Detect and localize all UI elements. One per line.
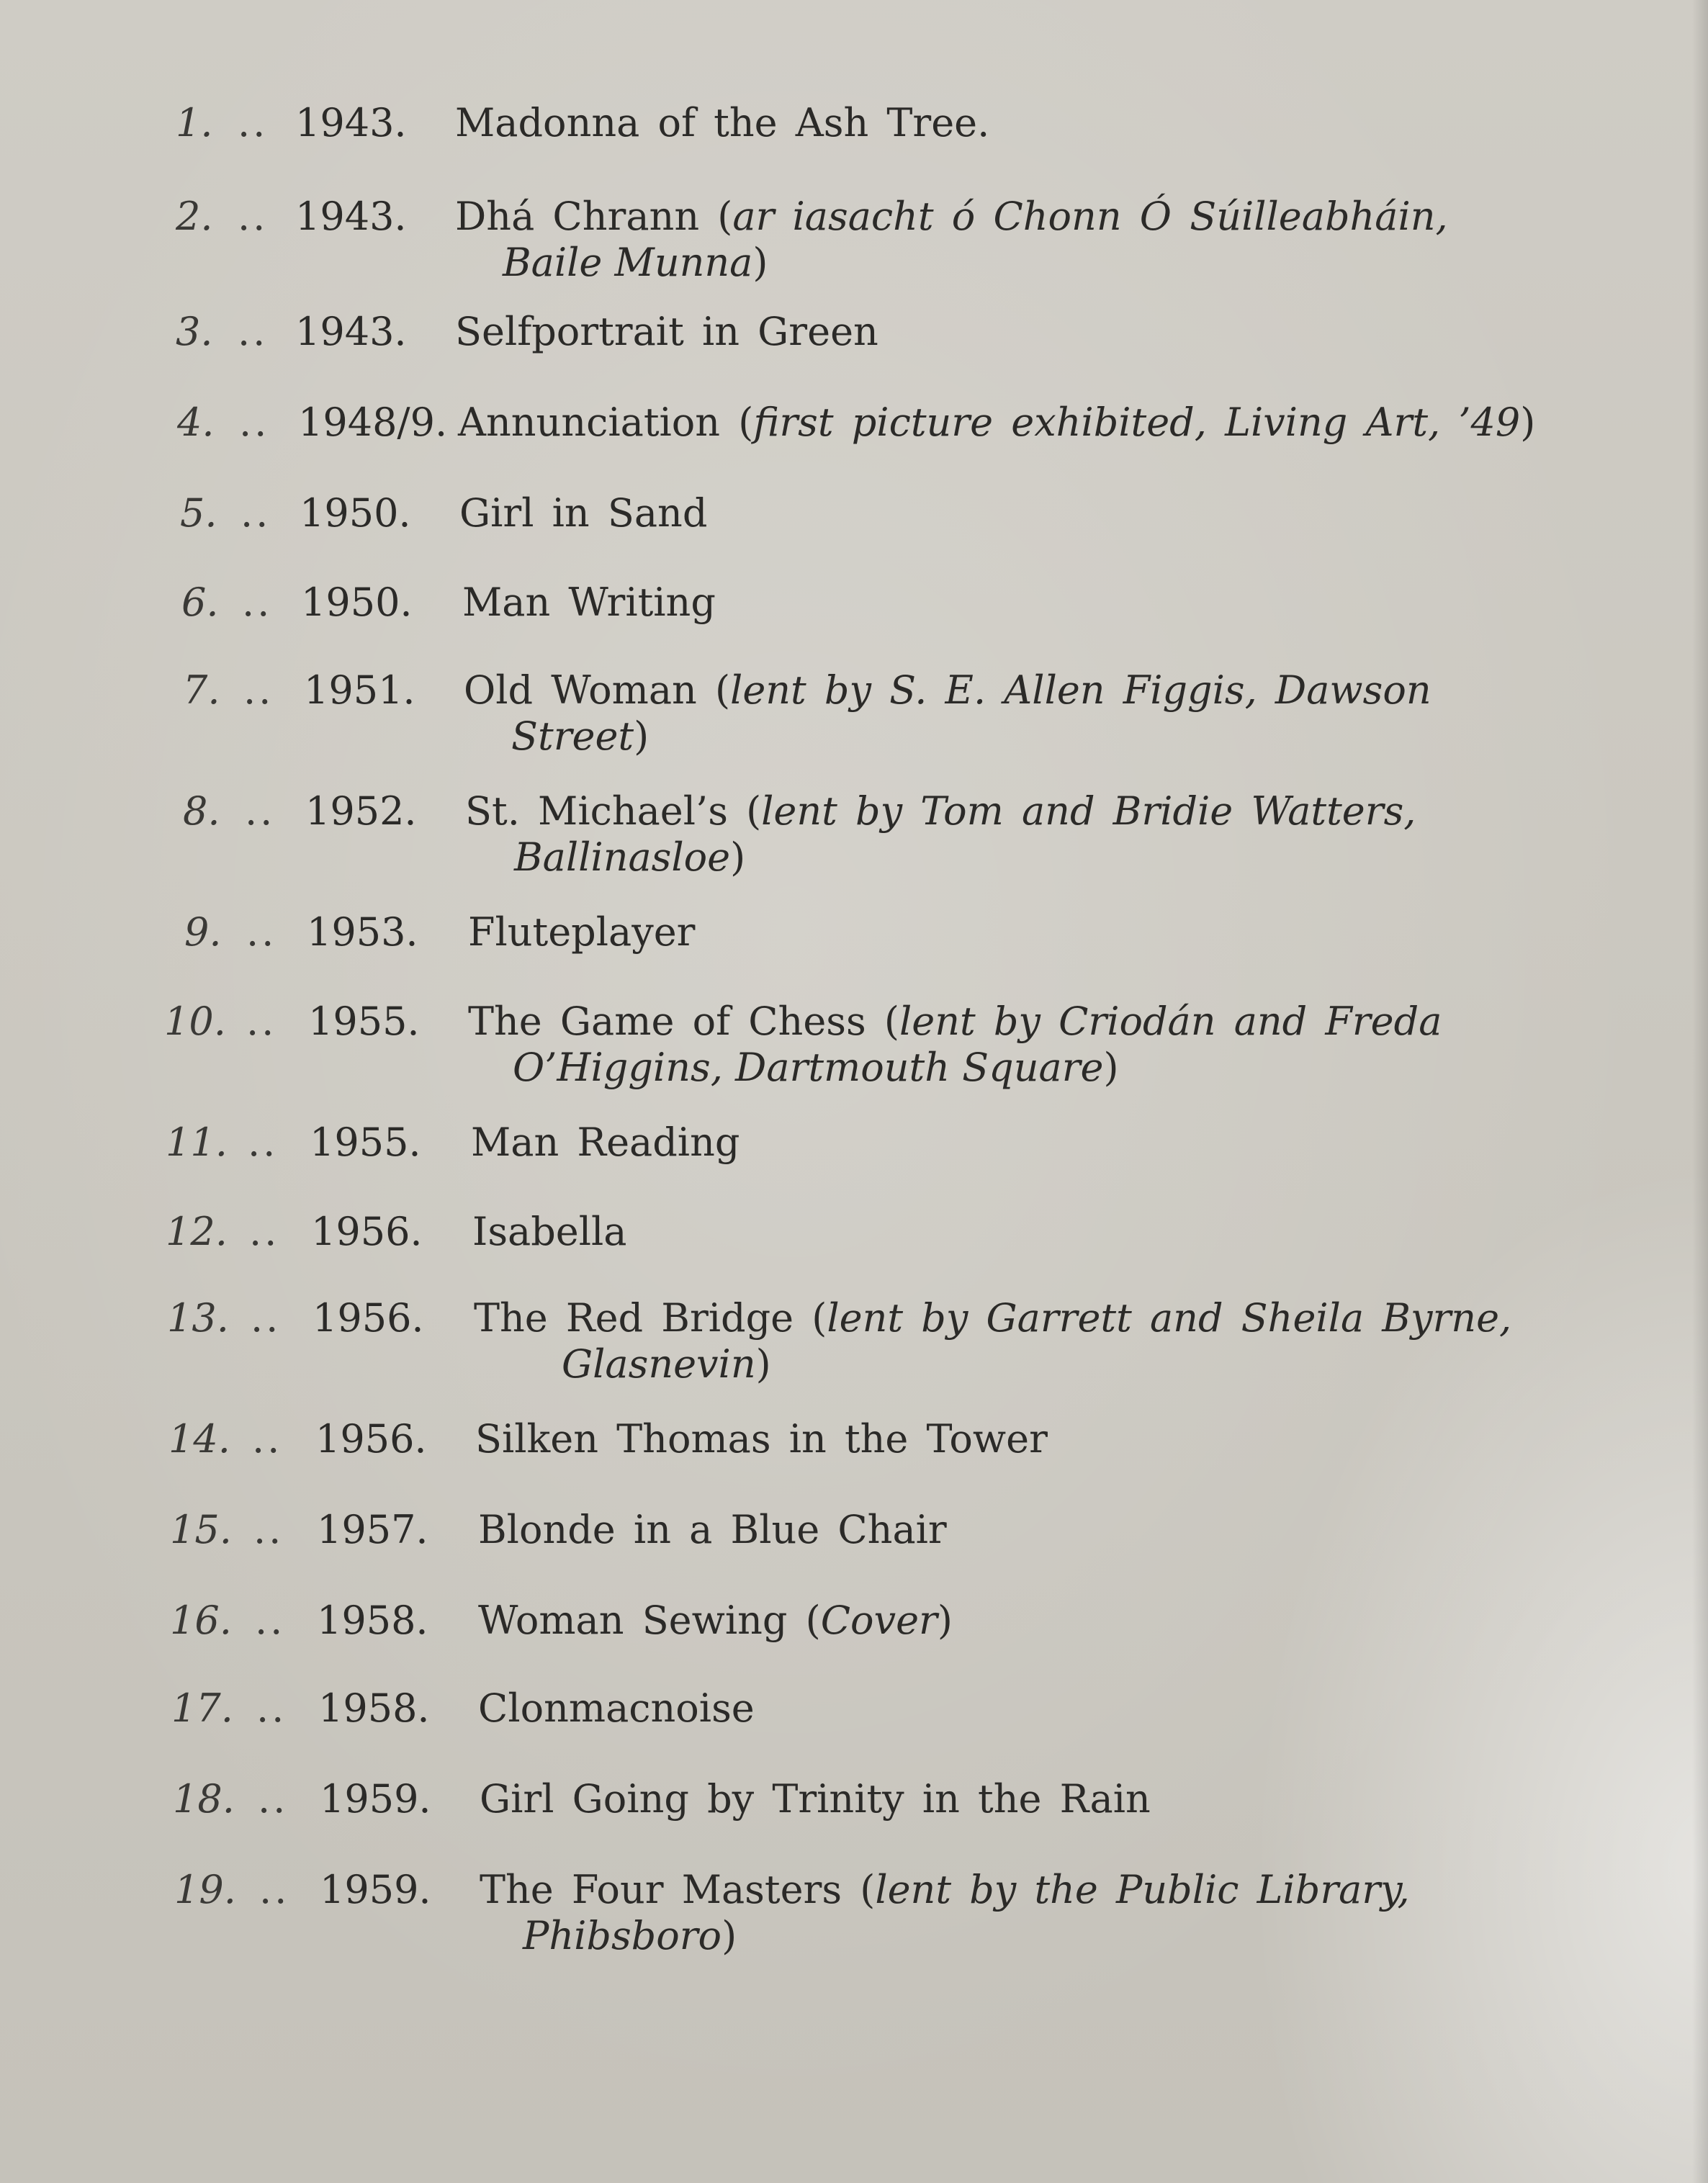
entry-note-open: ( [738, 400, 754, 445]
entry-note-continuation: O’Higgins, Dartmouth Square [513, 1045, 1104, 1090]
entry-note: lent by Garrett and Sheila Byrne, [827, 1295, 1512, 1341]
entry-note-continuation-line [511, 713, 649, 760]
entry-note-close: ) [730, 834, 746, 880]
entry-leader-dots: .. [238, 194, 269, 239]
entry-note-close: ) [755, 1341, 771, 1387]
entry-title: St. Michael’s [465, 788, 747, 834]
entry-year: 1948/9. [298, 400, 448, 445]
entry-number: 18. [173, 1776, 235, 1822]
entry-number: 10. [164, 999, 226, 1044]
entry-number: 2. [176, 194, 213, 239]
entry-title-line [455, 99, 989, 147]
entry-leader-dots: .. [248, 1120, 279, 1165]
entry-leader-dots: .. [238, 100, 269, 145]
entry-leader-dots: .. [246, 999, 277, 1044]
entry-title: Old Woman [464, 667, 715, 713]
entry-note-open: ( [812, 1295, 827, 1341]
entry-note-close: ) [937, 1598, 953, 1643]
entry-note: ar iasacht ó Chonn Ó Súilleabháin, [732, 194, 1448, 239]
entry-note-close: ) [722, 1913, 737, 1958]
entry-number: 5. [180, 490, 217, 536]
entry-title: The Four Masters [480, 1867, 860, 1912]
entry-note-open: ( [717, 194, 733, 239]
entry-title: Selfportrait in Green [455, 309, 878, 354]
entry-title-line [480, 1775, 1151, 1823]
entry-title: Blonde in a Blue Chair [478, 1507, 947, 1552]
entry-title-line [478, 1597, 953, 1644]
entry-note-continuation: Baile Munna [503, 240, 753, 285]
entry-note: lent by Criodán and Freda [899, 999, 1442, 1044]
entry-year: 1958. [317, 1598, 428, 1643]
entry-year: 1959. [320, 1776, 431, 1822]
entry-leader-dots: .. [238, 309, 269, 354]
entry-number: 6. [181, 580, 219, 625]
entry-number: 1. [176, 100, 213, 145]
entry-leader-dots: .. [259, 1867, 290, 1912]
entry-title-line [471, 1119, 740, 1166]
entry-note-continuation-line [523, 1912, 737, 1960]
entry-note-open: ( [860, 1867, 876, 1912]
entry-year: 1943. [295, 100, 407, 145]
entry-leader-dots: .. [258, 1776, 289, 1822]
entry-year: 1951. [304, 667, 415, 713]
entry-note-close: ) [1520, 400, 1536, 445]
entry-note-continuation-line [514, 834, 745, 881]
entry-number: 16. [170, 1598, 232, 1643]
entry-title-line [478, 1506, 947, 1554]
entry-title: Girl in Sand [459, 490, 708, 536]
entry-note-continuation: Phibsboro [523, 1913, 722, 1958]
entry-title: Girl Going by Trinity in the Rain [480, 1776, 1151, 1822]
entry-note-close: ) [1103, 1045, 1119, 1090]
entry-number: 12. [166, 1209, 228, 1254]
entry-title: Isabella [472, 1209, 627, 1254]
entry-year: 1955. [308, 999, 420, 1044]
entry-title: Dhá Chrann [455, 194, 718, 239]
entry-note-continuation-line [562, 1341, 771, 1388]
entry-leader-dots: .. [256, 1685, 287, 1731]
entry-title-line [455, 193, 1448, 240]
entry-note-continuation-line [513, 1044, 1119, 1092]
entry-leader-dots: .. [253, 1507, 284, 1552]
entry-number: 4. [177, 400, 215, 445]
entry-number: 19. [174, 1867, 236, 1912]
entry-title: Man Writing [462, 580, 716, 625]
entry-title: Madonna of the Ash Tree. [455, 100, 990, 145]
entry-note-continuation: Ballinasloe [514, 834, 731, 880]
entry-year: 1943. [295, 309, 407, 354]
entry-number: 17. [171, 1685, 233, 1731]
entry-note: lent by the Public Library, [875, 1867, 1410, 1912]
entry-leader-dots: .. [241, 490, 271, 536]
entry-year: 1955. [310, 1120, 421, 1165]
entry-year: 1943. [295, 194, 407, 239]
entry-note-open: ( [805, 1598, 821, 1643]
entry-note-open: ( [714, 667, 731, 713]
entry-title: The Game of Chess [468, 999, 884, 1044]
entry-leader-dots: .. [255, 1598, 286, 1643]
entry-year: 1953. [307, 909, 418, 955]
entry-year: 1952. [305, 788, 417, 834]
entry-note: lent by Tom and Bridie Watters, [761, 788, 1416, 834]
entry-title: Woman Sewing [478, 1598, 806, 1643]
entry-title-line [475, 1415, 1048, 1463]
entry-title-line [462, 579, 716, 626]
entry-title: Fluteplayer [468, 909, 696, 955]
entry-year: 1959. [320, 1867, 431, 1912]
entry-year: 1956. [313, 1295, 424, 1341]
entry-leader-dots: .. [246, 909, 277, 955]
entry-note-open: ( [884, 999, 899, 1044]
entry-title: Annunciation [458, 400, 739, 445]
entry-title-line [464, 667, 1431, 714]
entry-title: Man Reading [471, 1120, 740, 1165]
entry-note-close: ) [752, 240, 768, 285]
entry-title-line [465, 788, 1416, 835]
entry-title: Silken Thomas in the Tower [475, 1416, 1048, 1462]
entry-note: first picture exhibited, Living Art, ’49 [753, 400, 1521, 445]
entry-leader-dots: .. [243, 667, 274, 713]
entry-number: 9. [184, 909, 222, 955]
entry-title: The Red Bridge [474, 1295, 812, 1341]
entry-title: Clonmacnoise [478, 1685, 755, 1731]
entry-year: 1956. [311, 1209, 423, 1254]
entry-leader-dots: .. [245, 788, 276, 834]
entry-year: 1957. [317, 1507, 428, 1552]
entry-title-line [455, 308, 878, 356]
entry-leader-dots: .. [239, 400, 270, 445]
entry-note: Cover [820, 1598, 938, 1643]
entry-note-close: ) [634, 714, 650, 759]
entry-title-line [468, 909, 695, 956]
entry-number: 14. [168, 1416, 230, 1462]
entry-title-line [474, 1295, 1511, 1342]
entry-title-line [458, 399, 1535, 446]
entry-title-line [459, 490, 707, 537]
entry-note-open: ( [746, 788, 762, 834]
entry-number: 15. [170, 1507, 232, 1552]
entry-number: 11. [166, 1120, 228, 1165]
entry-title-line [480, 1866, 1410, 1914]
entry-leader-dots: .. [242, 580, 273, 625]
entry-year: 1956. [315, 1416, 427, 1462]
entry-title-line [468, 998, 1442, 1045]
entry-leader-dots: .. [249, 1209, 280, 1254]
entry-leader-dots: .. [252, 1416, 283, 1462]
entry-number: 7. [183, 667, 220, 713]
entry-number: 3. [176, 309, 213, 354]
entry-title-line [478, 1685, 755, 1732]
entry-number: 8. [183, 788, 220, 834]
entry-note-continuation-line [503, 239, 768, 287]
entry-leader-dots: .. [251, 1295, 282, 1341]
entry-note: lent by S. E. Allen Figgis, Dawson [730, 667, 1431, 713]
entry-note-continuation: Glasnevin [562, 1341, 756, 1387]
entry-year: 1950. [300, 490, 411, 536]
entry-year: 1958. [318, 1685, 430, 1731]
entry-note-continuation: Street [511, 714, 634, 759]
entry-title-line [472, 1208, 627, 1256]
entry-year: 1950. [301, 580, 413, 625]
entry-number: 13. [167, 1295, 229, 1341]
